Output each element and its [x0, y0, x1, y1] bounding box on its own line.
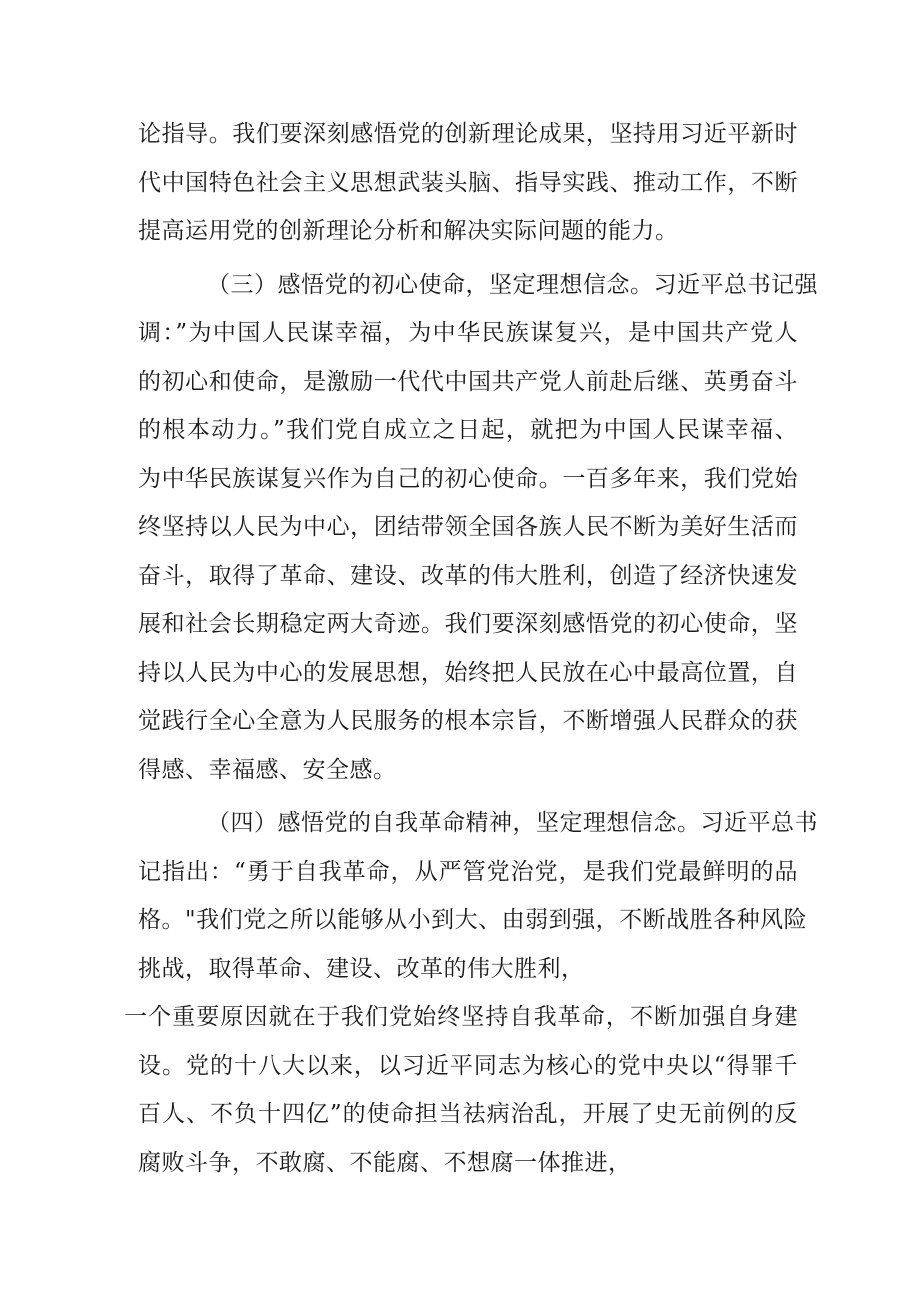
- text-line: 百人、不负十四亿”的使命担当祛病治乱，开展了史无前例的反: [138, 1101, 798, 1127]
- text-line: 持以人民为中心的发展思想，始终把人民放在心中最高位置，自: [138, 659, 798, 686]
- text-line: 终坚持以人民为中心，团结带领全国各族人民不断为美好生活而: [138, 514, 798, 540]
- text-line: 腐败斗争，不敢腐、不能腐、不想腐一体推进，: [138, 1149, 632, 1176]
- text-line: 觉践行全心全意为人民服务的根本宗旨，不断增强人民群众的获: [138, 708, 798, 734]
- text-line: 为中华民族谋复兴作为自己的初心使命。一百多年来，我们党始: [138, 465, 798, 492]
- text-line: 设。党的十八大以来，以习近平同志为核心的党中央以“得罪千: [138, 1052, 798, 1079]
- text-line: 的根本动力。”我们党自成立之日起，就把为中国人民谋幸福、: [138, 417, 798, 443]
- section-heading-line: （四）感悟党的自我革命精神，坚定理想信念。习近平总书: [207, 810, 818, 836]
- section-heading-line: （三）感悟党的初心使命，坚定理想信念。习近平总书记强: [207, 271, 818, 298]
- text-line: 记指出：“勇于自我革命，从严管党治党，是我们党最鲜明的品: [138, 858, 798, 885]
- text-line: 的初心和使命，是激励一代代中国共产党人前赴后继、英勇奋斗: [138, 368, 798, 395]
- body-text: [124, 110, 818, 1187]
- text-line: 得感、幸福感、安全感。: [138, 756, 397, 783]
- text-line: 展和社会长期稳定两大奇迹。我们要深刻感悟党的初心使命，坚: [138, 611, 798, 637]
- text-line: 奋斗，取得了革命、建设、改革的伟大胜利，创造了经济快速发: [138, 562, 798, 589]
- text-line: 格。"我们党之所以能够从小到大、由弱到强，不断战胜各种风险: [138, 907, 808, 933]
- text-line: 挑战，取得革命、建设、改革的伟大胜利，: [138, 955, 585, 982]
- text-line: 代中国特色社会主义思想武装头脑、指导实践、推动工作，不断: [138, 169, 798, 196]
- text-line: 论指导。我们要深刻感悟党的创新理论成果，坚持用习近平新时: [138, 121, 798, 147]
- text-line: 一个重要原因就在于我们党始终坚持自我革命，不断加强自身建: [124, 1004, 798, 1030]
- text-line: 提高运用党的创新理论分析和解决实际问题的能力。: [138, 218, 679, 244]
- text-line: 调：”为中国人民谋幸福，为中华民族谋复兴，是中国共产党人: [138, 320, 798, 346]
